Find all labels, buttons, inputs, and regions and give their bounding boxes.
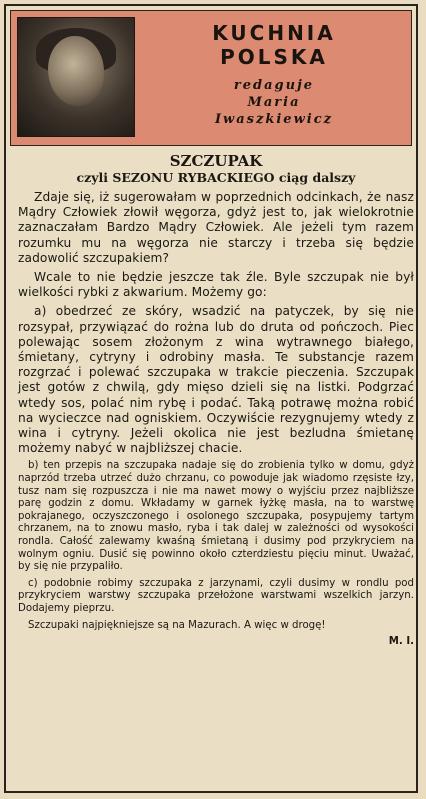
column-title-line2: POLSKA bbox=[220, 45, 328, 69]
paragraph: a) obedrzeć ze skóry, wsadzić na patyczek, by się nie rozsypał, przywiązać do rożna lub do druta od pończoch. Piec polewając sosem złożonym z wina wytrawnego białego, śmietany, cytryny i odrobiny masła. Te substancje razem rozgrzać i polewać szczupaka w trakcie pieczenia. Szczupak jest gotów z chwilą, gdy mięso dzieli się na listki. Podgrzać wtedy sos, polać nim rybę i podać. Taką potrawę można robić na wycieczce nad ogniskiem. Oczywiście rezygnujemy wtedy z wina i cytryny. Jeżeli okolica nie jest bezludna śmietanę możemy nabyć w najbliższej chacie. bbox=[18, 304, 414, 456]
paragraph-small: c) podobnie robimy szczupaka z jarzynami, czyli dusimy w rondlu pod przykryciem warstwy szczupaka przełożone warstwami wszelkich jarzyn. Dodajemy pieprzu. bbox=[18, 577, 414, 614]
column-header bbox=[10, 10, 412, 146]
editor-label: redaguje bbox=[233, 78, 315, 93]
article-subtitle: czyli SEZONU RYBACKIEGO ciąg dalszy bbox=[76, 170, 356, 185]
author-photo bbox=[17, 17, 135, 137]
author-photo-face bbox=[48, 36, 104, 106]
article-body bbox=[18, 152, 414, 647]
editor-last-name: Iwaszkiewicz bbox=[214, 112, 334, 127]
paragraph-small: Szczupaki najpiękniejsze są na Mazurach. A więc w drogę! bbox=[28, 619, 326, 631]
editor-first-name: Maria bbox=[247, 95, 301, 110]
paragraph: Wcale to nie będzie jeszcze tak źle. Byle szczupak nie był wielkości rybki z akwarium. Możemy go: bbox=[18, 270, 414, 300]
paragraph-small: b) ten przepis na szczupaka nadaje się do zrobienia tylko w domu, gdyż naprzód trzeba utrzeć dużo chrzanu, co powoduje jak wiadomo rzęsiste łzy, tusz nam się rozpuszcza i nie ma nawet mowy o wyjściu przez najbliższe parę godzin z domu. Wkładamy w garnek łyżkę masła, na to warstwę pokrajanego, oczyszczonego i osolonego szczupaka, posypujemy tartym chrzanem, na to znowu masło, ryba i tak dalej w zależności od wysokości rondla. Całość zalewamy kwaśną śmietaną i dusimy pod przykryciem na wolnym ogniu. Dusić się powinno około czterdziestu pięciu minut. Uważać, by się nie przypaliło. bbox=[18, 460, 414, 573]
column-title bbox=[141, 21, 407, 69]
column-editor bbox=[141, 77, 407, 128]
column-title-line1: KUCHNIA bbox=[212, 21, 336, 45]
signature: M. I. bbox=[388, 636, 414, 648]
article-title: SZCZUPAK bbox=[169, 152, 263, 170]
article-frame bbox=[4, 4, 418, 793]
paragraph: Zdaje się, iż sugerowałam w poprzednich odcinkach, że nasz Mądry Człowiek złowił węgorza, gdyż jest to, jak wielokrotnie zaznaczałam Bardzo Mądry Człowiek. Ale jeżeli tym razem rozumku mu na węgorza nie starczy i trzeba się będzie zadowolić szczupakiem? bbox=[18, 190, 414, 265]
